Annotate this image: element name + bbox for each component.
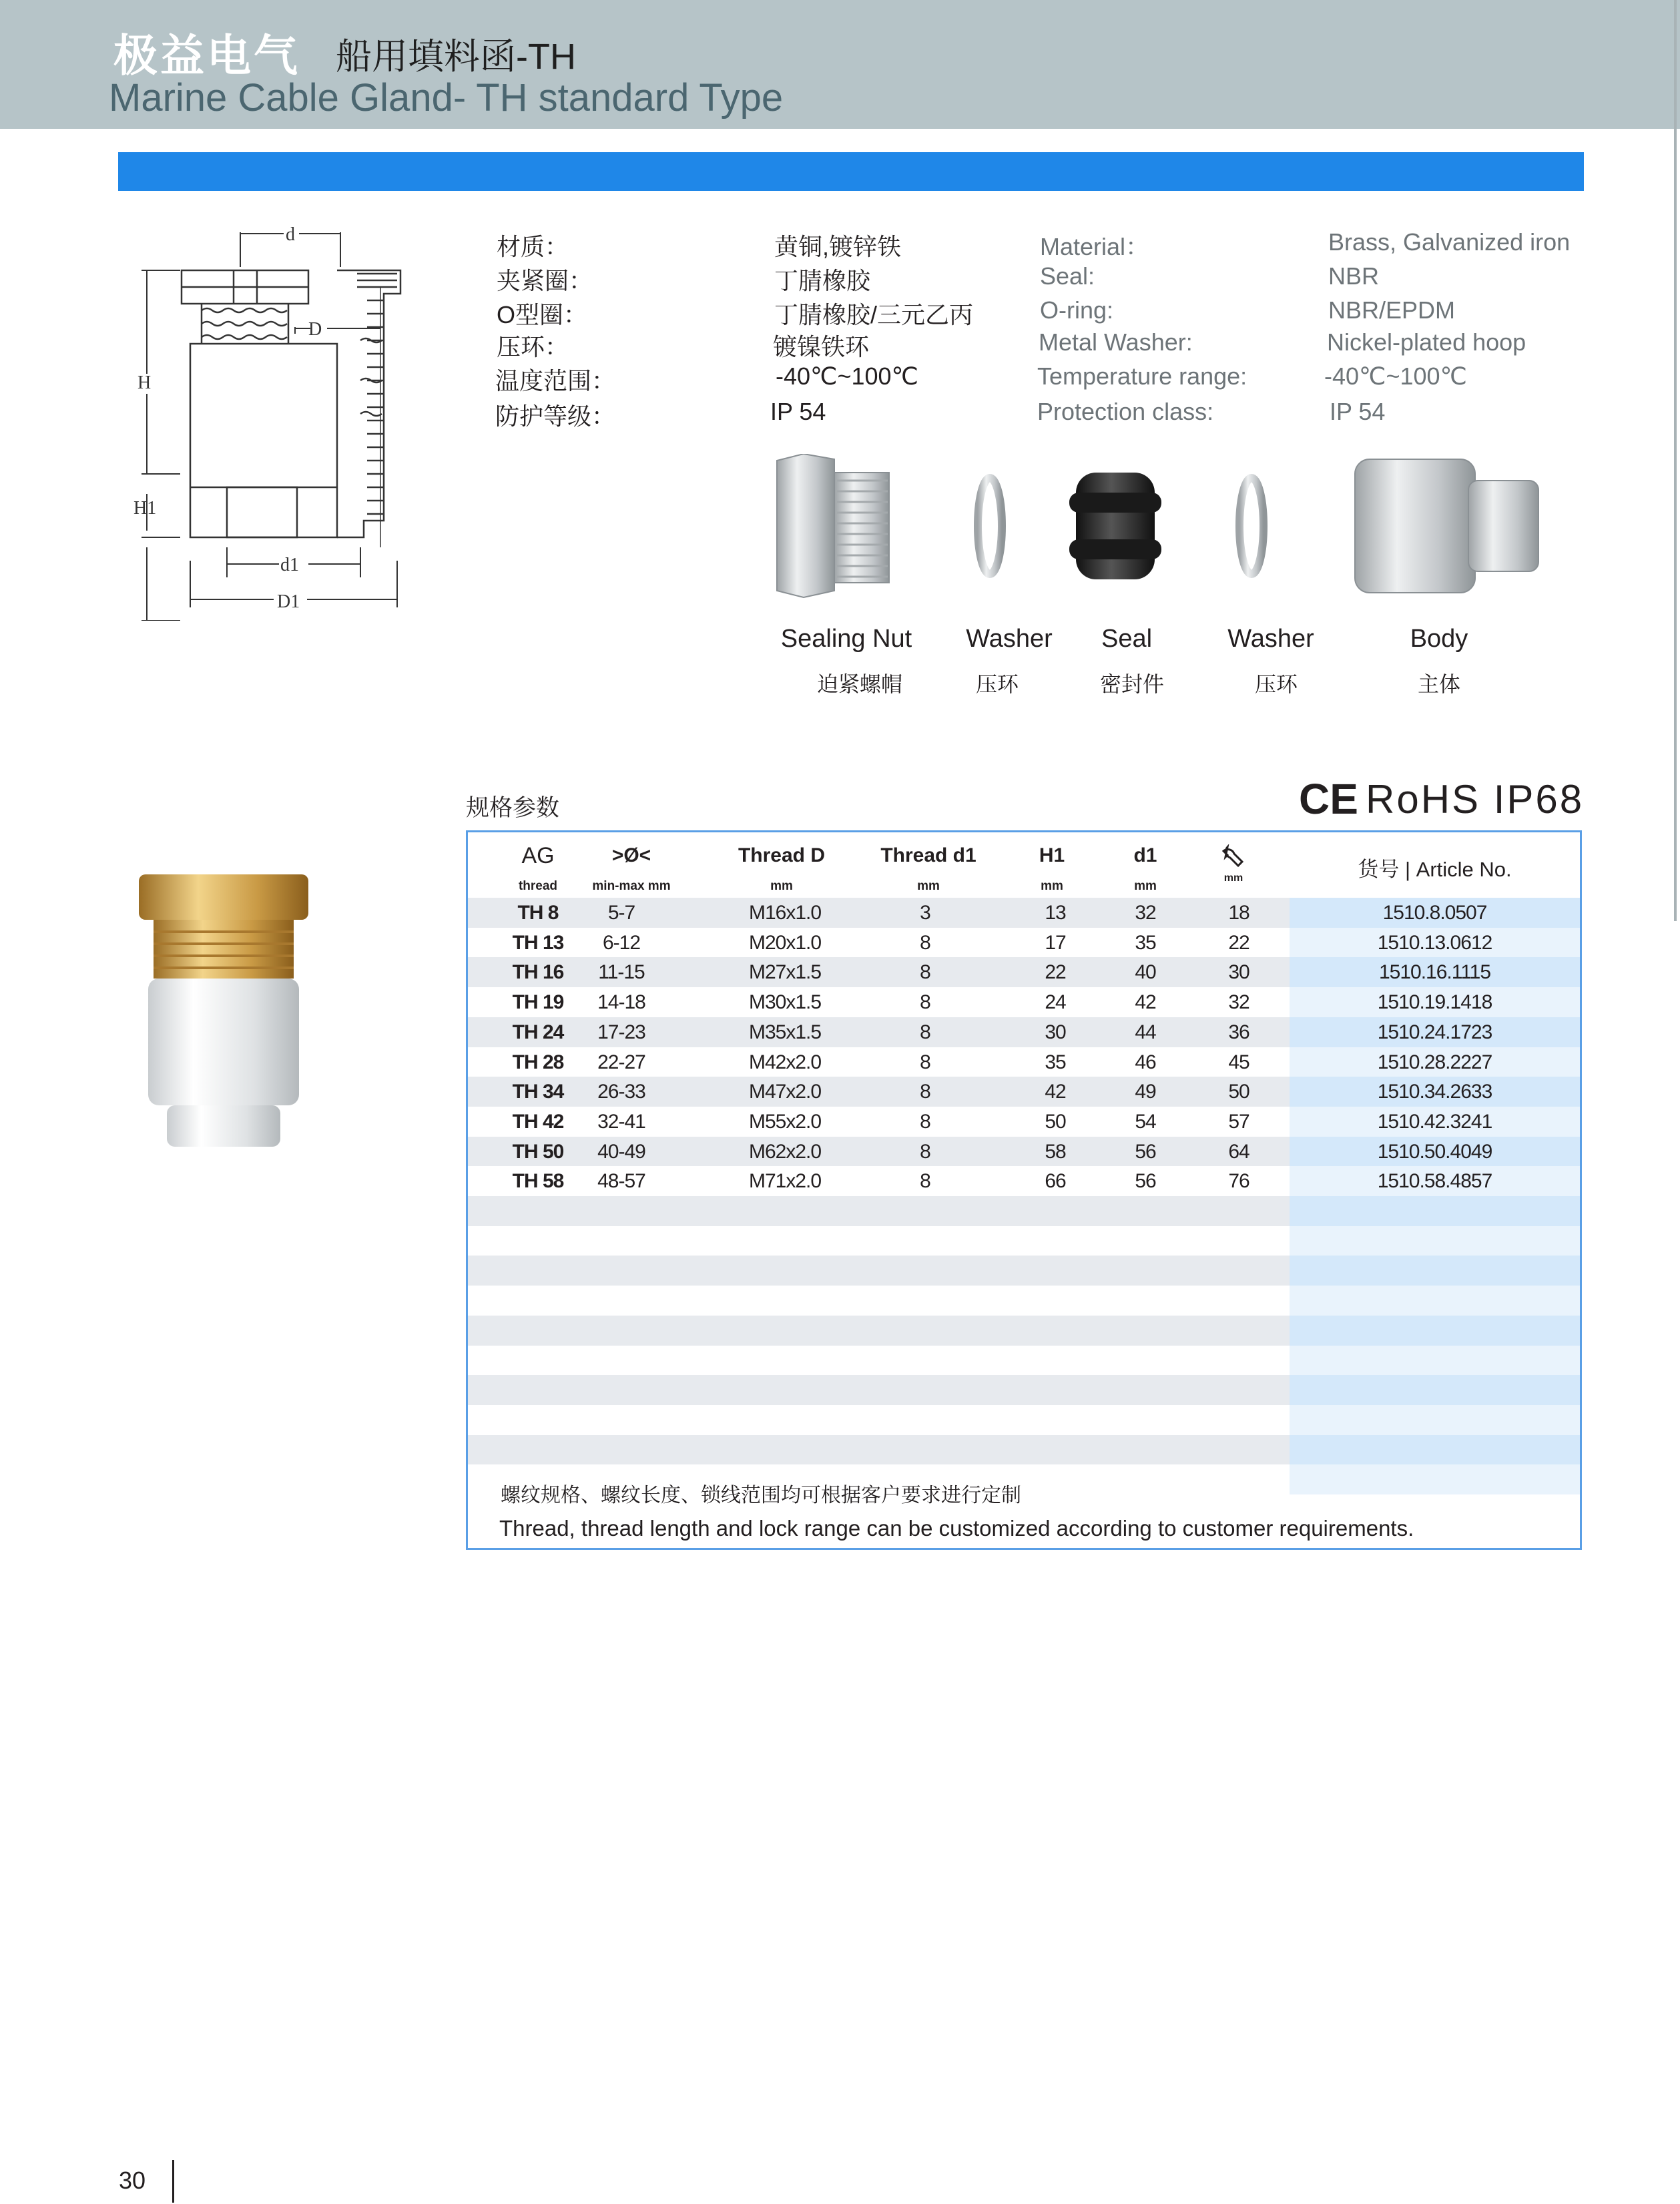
header-range: >Ø<	[611, 844, 651, 866]
spec-protection-en-label: Protection class:	[1037, 398, 1214, 425]
cell-ag: TH 16	[512, 961, 564, 984]
article-column-bg	[1290, 1226, 1580, 1256]
product-title-en: Marine Cable Gland- TH standard Type	[109, 76, 784, 119]
cell-thread-d1: 8	[920, 1051, 930, 1073]
spec-washer-cn-value: 镀镍铁环	[773, 333, 870, 360]
table-row	[468, 1077, 1580, 1107]
spec-seal-en-value: NBR	[1328, 262, 1380, 290]
note-en: Thread, thread length and lock range can be customized according to customer requirements.	[499, 1516, 1414, 1541]
cell-thread-d1: 8	[920, 931, 930, 954]
cell-d1: 40	[1135, 961, 1156, 984]
article-column-bg	[1290, 1464, 1580, 1494]
accent-bar	[118, 152, 1584, 191]
cell-thread-d: M16x1.0	[748, 902, 822, 924]
cell-range: 40-49	[597, 1140, 645, 1163]
spec-oring-en-value: NBR/EPDM	[1328, 296, 1456, 324]
part-label-body-cn: 主体	[1417, 672, 1460, 696]
table-row	[468, 957, 1580, 987]
part-label-sealing-nut-cn: 迫紧螺帽	[816, 672, 902, 696]
spec-table	[466, 830, 1582, 1550]
header-h1-unit: mm	[1041, 879, 1063, 893]
cell-h1: 66	[1045, 1170, 1066, 1193]
cell-thread-d1: 8	[920, 991, 930, 1014]
cell-wrench: 50	[1228, 1081, 1249, 1103]
cell-ag: TH 42	[512, 1110, 564, 1133]
cell-article: 1510.28.2227	[1377, 1051, 1492, 1073]
table-row-empty	[468, 1346, 1580, 1376]
part-label-sealing-nut: Sealing Nut	[780, 625, 912, 653]
article-column-bg	[1290, 1375, 1580, 1405]
cell-h1: 30	[1045, 1021, 1066, 1043]
header-d1: d1	[1133, 844, 1157, 866]
header-thread-d-unit: mm	[770, 879, 793, 893]
table-row-empty	[468, 1286, 1580, 1316]
cell-d1: 54	[1135, 1110, 1156, 1133]
spec-temp-cn-value: -40℃~100℃	[776, 362, 918, 390]
washer-image-2	[1239, 478, 1264, 574]
dim-label-d: d	[286, 224, 295, 245]
cell-thread-d: M27x1.5	[748, 961, 822, 984]
header-h1: H1	[1039, 844, 1065, 866]
cell-h1: 13	[1045, 902, 1066, 924]
spec-seal-cn-label: 夹紧圈：	[497, 267, 593, 294]
cell-article: 1510.50.4049	[1377, 1140, 1492, 1163]
cell-d1: 56	[1135, 1170, 1156, 1193]
spec-seal-cn-value: 丁腈橡胶	[774, 267, 871, 294]
product-title-cn: 船用填料函-TH	[336, 37, 576, 77]
cell-thread-d: M55x2.0	[748, 1110, 822, 1133]
cell-article: 1510.42.3241	[1377, 1110, 1492, 1133]
cell-ag: TH 8	[517, 902, 559, 924]
cell-thread-d1: 8	[920, 1081, 930, 1103]
article-column-bg	[1290, 1435, 1580, 1465]
table-row	[468, 928, 1580, 958]
cell-h1: 22	[1045, 961, 1066, 984]
ce-mark: CE	[1299, 775, 1358, 823]
cell-wrench: 76	[1228, 1170, 1249, 1193]
cell-article: 1510.24.1723	[1377, 1021, 1492, 1043]
cell-range: 22-27	[597, 1051, 645, 1073]
cell-ag: TH 19	[512, 991, 564, 1014]
spec-seal-en-label: Seal:	[1040, 262, 1095, 290]
dim-label-D1: D1	[277, 591, 300, 612]
spec-material-en-value: Brass, Galvanized iron	[1328, 228, 1571, 256]
cell-h1: 24	[1045, 991, 1066, 1014]
product-photo	[133, 868, 314, 1155]
cell-thread-d: M71x2.0	[748, 1170, 822, 1193]
technical-drawing	[127, 214, 421, 621]
spec-protection-cn-value: IP 54	[770, 398, 826, 425]
cell-wrench: 45	[1228, 1051, 1249, 1073]
article-column-bg	[1290, 1405, 1580, 1435]
cell-wrench: 30	[1228, 961, 1249, 984]
cell-range: 14-18	[597, 991, 645, 1014]
cell-article: 1510.13.0612	[1377, 931, 1492, 954]
spec-protection-en-value: IP 54	[1330, 398, 1386, 425]
table-row	[468, 1166, 1580, 1196]
cell-thread-d1: 8	[920, 961, 930, 984]
spec-temp-en-label: Temperature range:	[1037, 362, 1247, 390]
brand-name: 极益电气	[113, 31, 300, 80]
cell-range: 6-12	[602, 931, 641, 954]
cell-d1: 32	[1135, 902, 1156, 924]
table-row	[468, 1047, 1580, 1077]
cell-d1: 56	[1135, 1140, 1156, 1163]
cell-h1: 58	[1045, 1140, 1066, 1163]
header-thread-d: Thread D	[738, 844, 826, 866]
part-label-washer-2: Washer	[1227, 625, 1314, 653]
washer-image	[978, 478, 1002, 574]
cell-thread-d1: 8	[920, 1110, 930, 1133]
article-column-bg	[1290, 1316, 1580, 1346]
part-label-seal-cn: 密封件	[1099, 672, 1164, 696]
cell-d1: 49	[1135, 1081, 1156, 1103]
cell-range: 17-23	[597, 1021, 645, 1043]
cell-d1: 42	[1135, 991, 1156, 1014]
part-label-seal: Seal	[1101, 625, 1153, 653]
cell-wrench: 36	[1228, 1021, 1249, 1043]
cell-wrench: 32	[1228, 991, 1249, 1014]
body-image	[1355, 459, 1538, 593]
cell-thread-d: M35x1.5	[748, 1021, 822, 1043]
cell-article: 1510.58.4857	[1377, 1170, 1492, 1193]
cell-ag: TH 58	[512, 1170, 564, 1193]
cell-ag: TH 34	[512, 1081, 564, 1103]
part-label-washer-cn: 压环	[975, 672, 1019, 696]
cell-d1: 35	[1135, 931, 1156, 954]
article-column-bg	[1290, 1286, 1580, 1316]
spec-oring-cn-label: O型圈：	[497, 301, 588, 328]
cell-thread-d1: 8	[920, 1170, 930, 1193]
cell-ag: TH 50	[512, 1140, 564, 1163]
cell-wrench: 57	[1228, 1110, 1249, 1133]
table-row	[468, 987, 1580, 1017]
cell-wrench: 22	[1228, 931, 1249, 954]
cell-wrench: 64	[1228, 1140, 1249, 1163]
cell-article: 1510.16.1115	[1378, 961, 1491, 984]
table-row-empty	[468, 1196, 1580, 1226]
cell-h1: 17	[1045, 931, 1066, 954]
header-thread-d1: Thread d1	[880, 844, 976, 866]
header-range-unit: min-max mm	[592, 879, 671, 893]
dim-label-H1: H1	[133, 498, 157, 519]
article-column-bg	[1290, 1196, 1580, 1226]
header-ag: AG	[521, 843, 555, 868]
spec-protection-cn-label: 防护等级：	[495, 402, 616, 430]
cell-range: 26-33	[597, 1081, 645, 1103]
table-row-empty	[468, 1435, 1580, 1465]
spec-oring-en-label: O-ring:	[1040, 296, 1114, 324]
spec-temp-en-value: -40℃~100℃	[1324, 362, 1467, 390]
part-label-body: Body	[1410, 625, 1468, 653]
certifications: RoHS IP68	[1366, 777, 1585, 822]
page-edge-line	[1674, 0, 1677, 921]
table-row-empty	[468, 1256, 1580, 1286]
table-row	[468, 898, 1580, 928]
spec-oring-cn-value: 丁腈橡胶/三元乙丙	[774, 301, 974, 328]
cell-range: 32-41	[597, 1110, 645, 1133]
cell-thread-d1: 3	[920, 902, 930, 924]
dim-label-d1: d1	[280, 555, 299, 575]
article-column-bg	[1290, 1256, 1580, 1286]
cell-ag: TH 24	[512, 1021, 564, 1043]
cell-thread-d1: 8	[920, 1021, 930, 1043]
cell-thread-d: M47x2.0	[748, 1081, 822, 1103]
cell-thread-d1: 8	[920, 1140, 930, 1163]
cell-h1: 35	[1045, 1051, 1066, 1073]
wrench-icon	[1222, 844, 1245, 867]
table-row	[468, 1017, 1580, 1047]
header-wrench-unit: mm	[1223, 872, 1243, 884]
header-thread-d1-unit: mm	[917, 879, 940, 893]
table-row	[468, 1137, 1580, 1167]
spec-washer-en-value: Nickel-plated hoop	[1327, 328, 1526, 356]
note-cn: 螺纹规格、螺纹长度、锁线范围均可根据客户要求进行定制	[501, 1484, 1021, 1506]
cell-d1: 46	[1135, 1051, 1156, 1073]
table-row	[468, 1107, 1580, 1137]
header-d1-unit: mm	[1134, 879, 1157, 893]
cell-thread-d: M20x1.0	[748, 931, 822, 954]
spec-washer-en-label: Metal Washer:	[1039, 328, 1193, 356]
spec-material-cn-label: 材质：	[497, 233, 569, 260]
cell-ag: TH 28	[512, 1051, 564, 1073]
sealing-nut-image	[777, 454, 889, 597]
table-title: 规格参数	[466, 795, 560, 821]
cell-wrench: 18	[1228, 902, 1249, 924]
header-article: 货号 | Article No.	[1358, 858, 1512, 881]
cell-h1: 42	[1045, 1081, 1066, 1103]
dim-label-H: H	[137, 372, 152, 393]
cell-article: 1510.19.1418	[1377, 991, 1492, 1014]
dim-label-D: D	[308, 319, 322, 340]
part-label-washer: Washer	[966, 625, 1053, 653]
page-number-divider	[172, 2160, 174, 2203]
page-number: 30	[119, 2167, 146, 2194]
cell-d1: 44	[1135, 1021, 1156, 1043]
cell-thread-d: M62x2.0	[748, 1140, 822, 1163]
parts-illustration	[768, 454, 1555, 601]
cell-article: 1510.34.2633	[1377, 1081, 1492, 1103]
spec-material-en-label: Material：	[1040, 233, 1150, 260]
cell-range: 11-15	[598, 961, 645, 984]
table-row-empty	[468, 1375, 1580, 1405]
spec-material-cn-value: 黄铜,镀锌铁	[774, 233, 902, 260]
article-column-bg	[1290, 1346, 1580, 1376]
spec-temp-cn-label: 温度范围：	[495, 367, 616, 394]
cell-thread-d: M30x1.5	[748, 991, 822, 1014]
cell-h1: 50	[1045, 1110, 1066, 1133]
seal-image	[1069, 473, 1161, 579]
spec-washer-cn-label: 压环：	[497, 333, 569, 360]
header-ag-unit: thread	[518, 879, 558, 893]
cell-article: 1510.8.0507	[1382, 902, 1487, 924]
table-row-empty	[468, 1226, 1580, 1256]
cell-range: 48-57	[597, 1170, 645, 1193]
table-row-empty	[468, 1316, 1580, 1346]
cell-thread-d: M42x2.0	[748, 1051, 822, 1073]
cell-range: 5-7	[607, 902, 635, 924]
table-row-empty	[468, 1405, 1580, 1435]
part-label-washer-2-cn: 压环	[1254, 672, 1298, 696]
cell-ag: TH 13	[512, 931, 564, 954]
